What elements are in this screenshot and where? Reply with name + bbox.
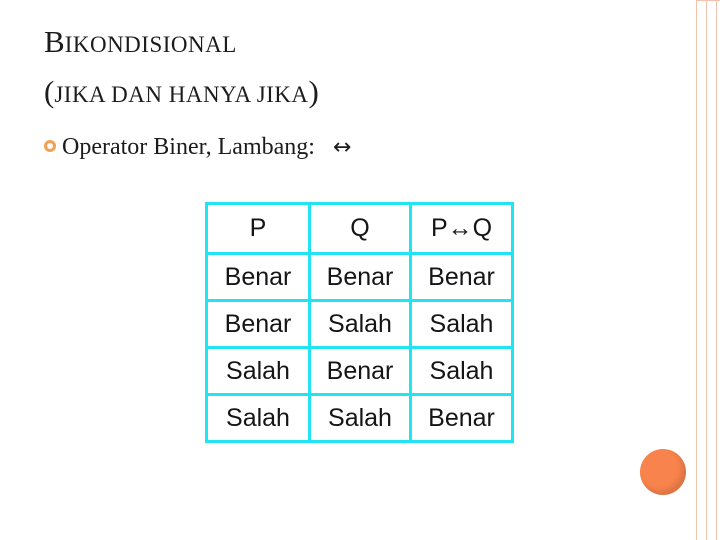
table-cell: Benar [411,395,513,442]
table-cell: Salah [207,348,310,395]
table-cell: Benar [411,254,513,301]
table-cell: Benar [207,301,310,348]
title-rest: IKONDISIONAL [64,32,237,57]
table-row [207,301,513,348]
frame-line-top [696,0,720,1]
biconditional-symbol: ↔ [332,135,352,160]
header-cell: P↔Q [411,204,513,254]
slide-title [44,20,319,120]
title-subtitle: JIKA DAN HANYA JIKA [54,82,309,107]
table-cell: Benar [207,254,310,301]
decorative-circle [640,449,686,495]
header-cell: P [207,204,310,254]
title-line-1 [44,20,319,70]
table-cell: Benar [310,254,411,301]
truth-table [205,202,514,443]
header-cell: Q [310,204,411,254]
frame-line-left [696,0,697,540]
title-line-2 [44,70,319,120]
bullet-text: Operator Biner, Lambang: [62,134,315,160]
table-row [207,254,513,301]
table-row [207,395,513,442]
table-cell: Salah [411,348,513,395]
table-header-row [207,204,513,254]
circle-bullet-icon [44,140,56,152]
bullet-item [44,132,351,163]
table-cell: Salah [310,395,411,442]
title-initial: B [44,24,65,59]
title-close-paren: ) [308,74,319,109]
table-cell: Benar [310,348,411,395]
table-cell: Salah [411,301,513,348]
table-row [207,348,513,395]
frame-line-right [716,0,717,540]
table-cell: Salah [207,395,310,442]
title-open-paren: ( [44,74,55,109]
table-cell: Salah [310,301,411,348]
frame-line-middle [706,0,707,540]
